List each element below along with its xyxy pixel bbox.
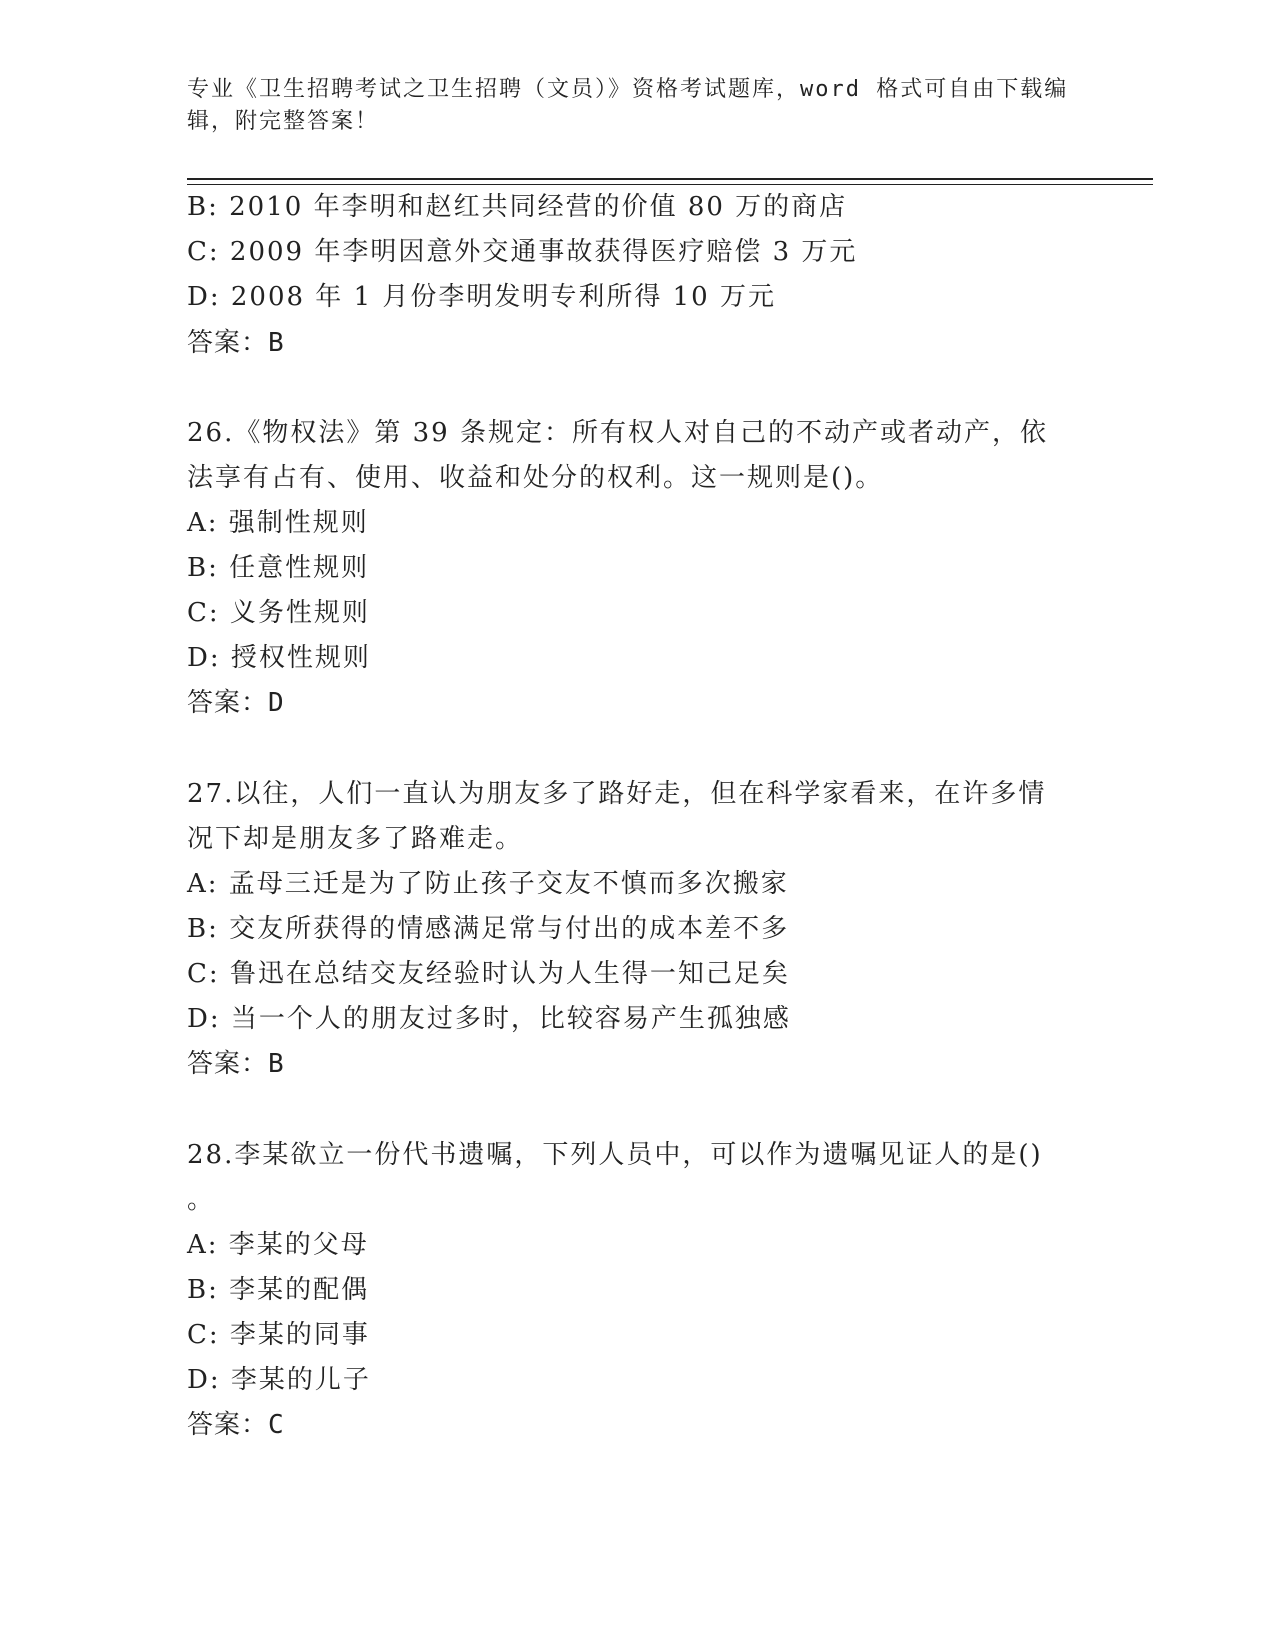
q27-option-d: D: 当一个人的朋友过多时，比较容易产生孤独感 [187,1004,791,1034]
q28-option-a: A: 李某的父母 [187,1230,369,1260]
header-rule-thin [187,184,1153,185]
q26-stem-line2: 法享有占有、使用、收益和处分的权利。这一规则是()。 [187,463,884,493]
q27-answer: 答案：B [187,1049,285,1079]
q26-option-a: A: 强制性规则 [187,508,369,538]
q27-option-a: A: 孟母三迁是为了防止孩子交友不慎而多次搬家 [187,869,789,899]
header-rule-thick [187,178,1153,180]
q25-option-d: D: 2008 年 1 月份李明发明专利所得 10 万元 [187,282,776,312]
document-header: 专业《卫生招聘考试之卫生招聘（文员）》资格考试题库，word 格式可自由下载编辑，附完整答案！ [187,77,1069,134]
q27-stem-line1: 27.以往，人们一直认为朋友多了路好走，但在科学家看来，在许多情 [187,779,1047,809]
q28-answer: 答案：C [187,1410,285,1440]
q27-option-c: C: 鲁迅在总结交友经验时认为人生得一知己足矣 [187,959,790,989]
q25-option-c: C: 2009 年李明因意外交通事故获得医疗赔偿 3 万元 [187,237,858,267]
q27-option-b: B: 交友所获得的情感满足常与付出的成本差不多 [187,914,790,944]
q28-stem-line1: 28.李某欲立一份代书遗嘱，下列人员中，可以作为遗嘱见证人的是() [187,1140,1043,1170]
q28-option-c: C: 李某的同事 [187,1320,370,1350]
q28-option-b: B: 李某的配偶 [187,1275,370,1305]
q26-option-b: B: 任意性规则 [187,553,370,583]
q26-stem-line1: 26.《物权法》第 39 条规定：所有权人对自己的不动产或者动产，依 [187,418,1048,448]
q28-option-d: D: 李某的儿子 [187,1365,371,1395]
q25-answer: 答案：B [187,328,285,358]
q25-option-b: B: 2010 年李明和赵红共同经营的价值 80 万的商店 [187,192,848,222]
q27-stem-line2: 况下却是朋友多了路难走。 [187,824,524,854]
q26-answer: 答案：D [187,688,285,718]
q28-stem-line2: 。 [187,1185,216,1215]
q26-option-d: D: 授权性规则 [187,643,371,673]
q26-option-c: C: 义务性规则 [187,598,370,628]
